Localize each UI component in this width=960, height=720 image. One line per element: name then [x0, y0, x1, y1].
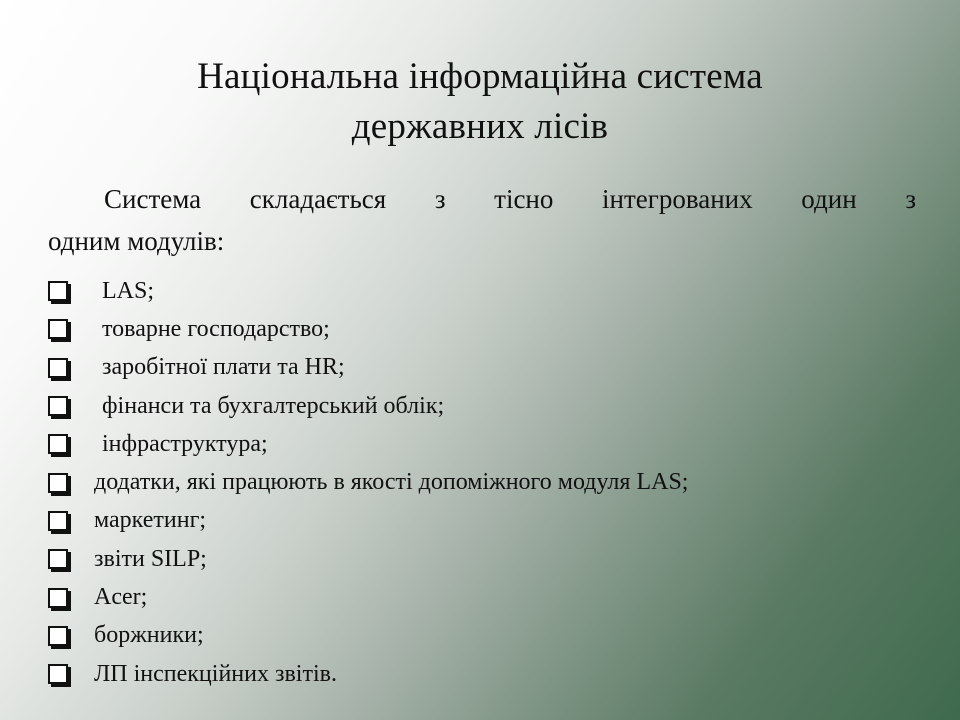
list-item [48, 349, 928, 387]
module-label: товарне господарство; [102, 315, 330, 342]
checkbox-square-icon [48, 434, 68, 454]
module-list [48, 272, 928, 693]
list-item [48, 578, 928, 616]
checkbox-square-icon [48, 473, 68, 493]
module-label: звіти SILP; [94, 545, 207, 572]
list-item [48, 502, 928, 540]
intro-paragraph [48, 178, 916, 262]
checkbox-square-icon [48, 549, 68, 569]
checkbox-square-icon [48, 319, 68, 339]
title-line-1: Національна інформаційна система [197, 56, 763, 97]
checkbox-square-icon [48, 588, 68, 608]
checkbox-square-icon [48, 511, 68, 531]
module-label: боржники; [94, 622, 204, 649]
intro-line-1: Система складається з тісно інтегрованих один з [104, 184, 916, 214]
list-item [48, 540, 928, 578]
module-label: LAS; [102, 277, 155, 304]
list-item [48, 272, 928, 310]
title-line-2: державних лісів [351, 106, 609, 147]
checkbox-square-icon [48, 626, 68, 646]
checkbox-square-icon [48, 358, 68, 378]
module-label: Acer; [94, 584, 148, 611]
list-item [48, 463, 928, 501]
list-item [48, 655, 928, 693]
checkbox-square-icon [48, 396, 68, 416]
checkbox-square-icon [48, 664, 68, 684]
module-label: додатки, які працюють в якості допоміжного модуля LAS; [94, 469, 689, 496]
list-item [48, 387, 928, 425]
list-item [48, 310, 928, 348]
checkbox-square-icon [48, 281, 68, 301]
module-label: ЛП інспекційних звітів. [94, 660, 337, 687]
slide-title [40, 52, 920, 152]
module-label: фінанси та бухгалтерський облік; [102, 392, 445, 419]
intro-line-2: одним модулів: [48, 226, 225, 256]
module-label: маркетинг; [94, 507, 207, 534]
list-item [48, 617, 928, 655]
module-label: заробітної плати та HR; [102, 354, 345, 381]
module-label: інфраструктура; [102, 430, 268, 457]
list-item [48, 425, 928, 463]
